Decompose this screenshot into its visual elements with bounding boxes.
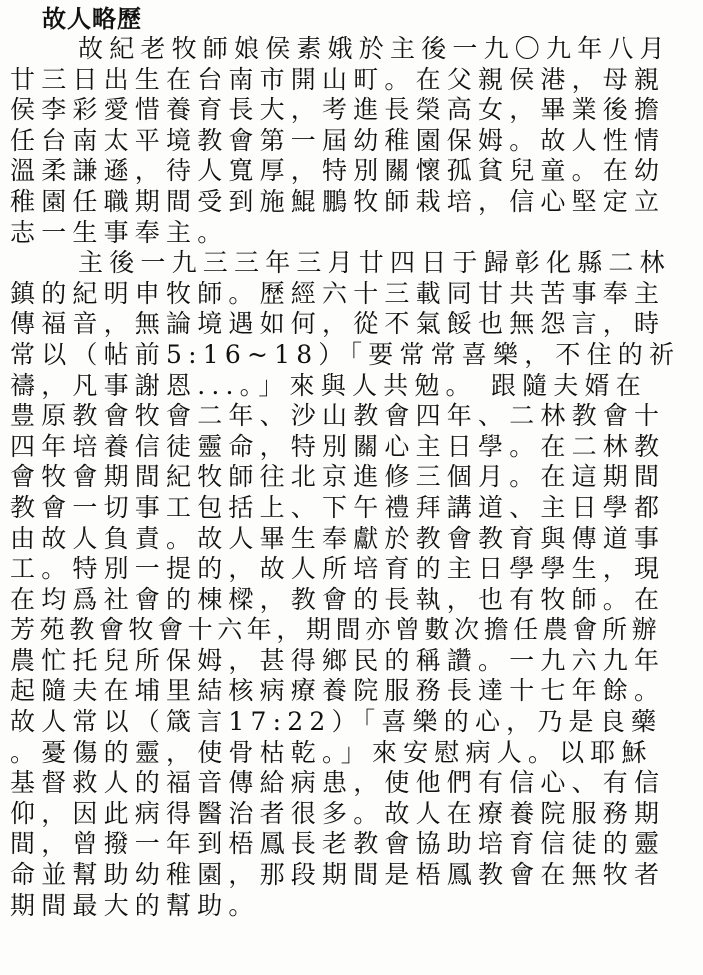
text-line: 廿三日出生在台南市開山町。在父親侯港，母親 xyxy=(10,64,666,94)
text-line: 仰，因此病得醫治者很多。故人在療養院服務期 xyxy=(10,798,666,828)
text-line: 起隨夫在埔里結核病療養院服務長達十七年餘。 xyxy=(10,676,666,706)
text-line: 在均爲社會的棟樑，教會的長執，也有牧師。在 xyxy=(10,584,666,614)
text-line: 期間最大的幫助。 xyxy=(10,890,260,920)
text-line: 常以（帖前5:16~18）「要常常喜樂，不住的祈 xyxy=(10,339,681,369)
text-line: 由故人負責。故人畢生奉獻於教會教育與傳道事 xyxy=(10,523,666,553)
text-line: 禱，凡事謝恩...。」來與人共勉。 跟隨夫婿在 xyxy=(10,370,647,400)
document-body xyxy=(10,34,703,921)
text-line: 志一生事奉主。 xyxy=(10,217,229,247)
text-line: 鎮的紀明申牧師。歷經六十三載同甘共苦事奉主 xyxy=(10,278,666,308)
text-line: 故人常以（箴言17:22）「喜樂的心，乃是良藥 xyxy=(10,707,663,737)
text-line: 會牧會期間紀牧師往北京進修三個月。在這期間 xyxy=(10,462,666,492)
text-line: 農忙托兒所保姆，甚得鄉民的稱讚。一九六九年 xyxy=(10,645,666,675)
text-line: 命並幫助幼稚園，那段期間是梧鳳教會在無牧者 xyxy=(10,860,666,890)
text-line: 傳福音，無論境遇如何，從不氣餒也無怨言，時 xyxy=(10,309,666,339)
text-line: 故紀老牧師娘侯素娥於主後一九〇九年八月 xyxy=(78,34,671,63)
text-line: 侯李彩愛惜養育長大，考進長榮高女，畢業後擔 xyxy=(10,95,666,125)
text-line: 豊原教會牧會二年、沙山教會四年、二林教會十 xyxy=(10,401,666,431)
text-line: 工。特別一提的，故人所培育的主日學學生，現 xyxy=(10,554,666,584)
text-line: 間，曾撥一年到梧鳳長老教會協助培育信徒的靈 xyxy=(10,829,666,859)
text-line: 基督救人的福音傳給病患，使他們有信心、有信 xyxy=(10,768,666,798)
text-line: 四年培養信徒靈命，特別關心主日學。在二林教 xyxy=(10,431,666,461)
text-line: 。憂傷的靈，使骨枯乾。」來安慰病人。以耶穌 xyxy=(10,737,653,767)
text-line: 教會一切事工包括上、下午禮拜講道、主日學都 xyxy=(10,492,666,522)
text-line: 芳苑教會牧會十六年，期間亦曾數次擔任農會所辦 xyxy=(10,615,662,645)
text-line: 稚園任職期間受到施鯤鵬牧師栽培，信心堅定立 xyxy=(10,186,666,216)
document-title: 故人略歷 xyxy=(42,4,142,33)
text-line: 任台南太平境教會第一屆幼稚園保姆。故人性情 xyxy=(10,125,666,155)
text-line: 主後一九三三年三月廿四日于歸彰化縣二林 xyxy=(78,248,671,278)
text-line: 溫柔謙遜，待人寬厚，特別關懷孤貧兒童。在幼 xyxy=(10,156,666,186)
